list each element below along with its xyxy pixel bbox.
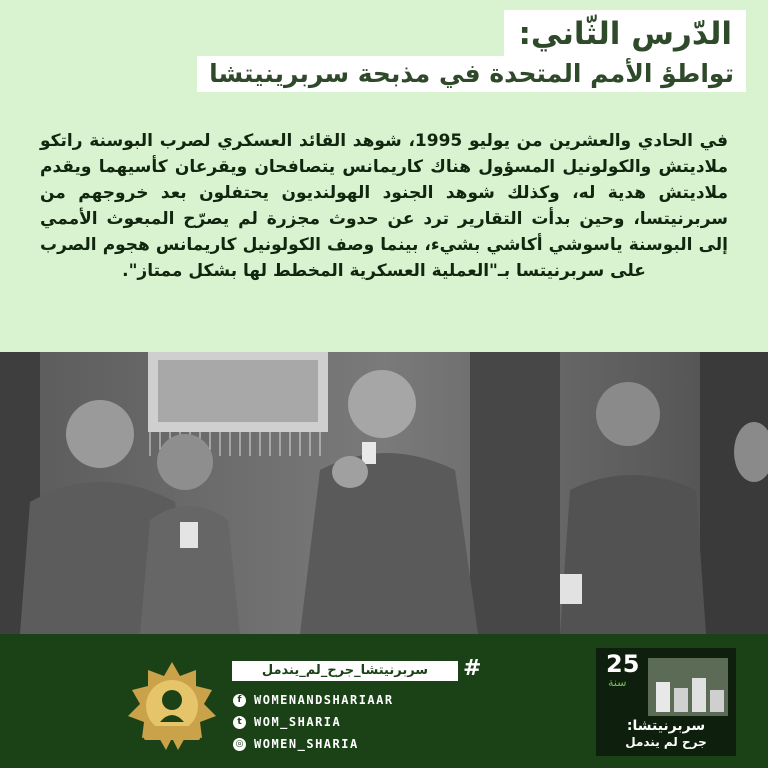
hashtag-label[interactable]: سربرنيتشا_جرح_لم_يندمل <box>232 661 458 681</box>
lesson-subtitle: تواطؤ الأمم المتحدة في مذبحة سربرينيتشا <box>197 56 746 92</box>
instagram-handle: WOMEN_SHARIA <box>254 737 359 751</box>
instagram-icon: ◎ <box>233 738 246 751</box>
twitter-icon: t <box>233 716 246 729</box>
body-paragraph: في الحادي والعشرين من يوليو 1995، شوهد القائد العسكري لصرب البوسنة راتكو ملاديتش والكولونيل المسؤول هناك كاريمانس يتصافحان ويقرعان كأسيهما ويقدم ملاديتش هدية له، وكذلك شوهد الجنود الهولنديون يحتفلون بعد خروجهم من سربرنيتسا، وحين بدأت التقارير ترد عن حدوث مجزرة لم يصرّح المبعوث الأممي إلى البوسنة ياسوشي أكاشي بشيء، بينما وصف الكولونيل كاريمانس هجوم الصرب على سربرنيتسا بـ"العملية العسكرية المخطط لها بشكل ممتاز". <box>40 131 728 281</box>
facebook-handle: WOMENANDSHARIAAR <box>254 693 394 707</box>
women-and-sharia-logo <box>126 660 218 752</box>
historical-photo <box>0 352 768 634</box>
badge-subtitle: جرح لم يندمل <box>625 735 707 749</box>
lesson-title: الدّرس الثّاني: <box>504 10 746 56</box>
facebook-icon: f <box>233 694 246 707</box>
social-facebook[interactable] <box>233 690 394 710</box>
social-twitter[interactable] <box>233 712 341 732</box>
anniversary-badge <box>596 648 736 756</box>
badge-unit: سنة <box>608 676 627 689</box>
badge-number: 25 <box>606 650 640 678</box>
title-block <box>146 10 746 90</box>
social-instagram[interactable] <box>233 734 359 754</box>
hash-symbol: # <box>463 656 482 681</box>
twitter-handle: WOM_SHARIA <box>254 715 342 729</box>
badge-title: سربرنيتشا: <box>626 718 706 734</box>
